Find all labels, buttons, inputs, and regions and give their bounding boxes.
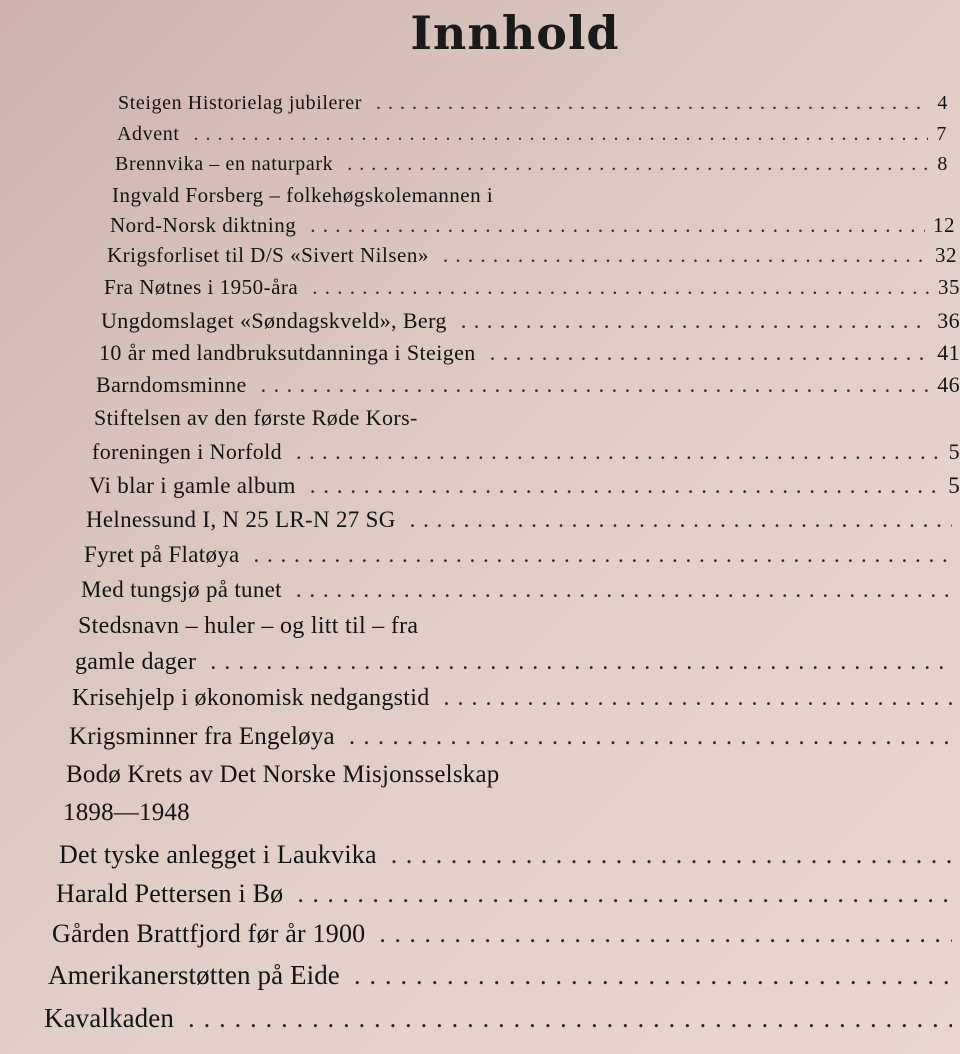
- toc-entry[interactable]: [59, 840, 960, 870]
- toc-entry-page: 7: [936, 123, 947, 145]
- toc-entry[interactable]: [81, 577, 960, 603]
- dot-leader: [410, 507, 952, 533]
- toc-entry-title: Krigsminner fra Engeløya: [69, 723, 335, 750]
- toc-entry-title: Vi blar i gamle album: [89, 473, 296, 498]
- toc-entry-title: Harald Pettersen i Bø: [56, 879, 284, 908]
- toc-entry-title: Advent: [117, 123, 180, 145]
- toc-entry-page: 5: [948, 439, 960, 464]
- toc-entry-page: 32: [935, 243, 957, 267]
- toc-entry-title: Krisehjelp i økonomisk nedgangstid: [72, 685, 430, 711]
- dot-leader: [347, 153, 929, 176]
- toc-entry[interactable]: [75, 649, 960, 676]
- dot-leader: [297, 879, 952, 909]
- toc-entry[interactable]: [86, 507, 960, 533]
- toc-entry[interactable]: [48, 960, 960, 991]
- toc-entry-title: Gården Brattfjord før år 1900: [52, 919, 366, 948]
- toc-entry[interactable]: [117, 123, 947, 146]
- dot-leader: [296, 439, 941, 465]
- dot-leader: [354, 960, 952, 991]
- toc-entry-page: 5: [948, 473, 960, 498]
- dot-leader: [193, 123, 928, 146]
- dot-leader: [444, 685, 953, 712]
- toc-entry-page: 36: [937, 308, 960, 333]
- toc-entry[interactable]: [89, 473, 960, 499]
- toc-entry-title: 1898—1948: [63, 799, 190, 826]
- toc-entry[interactable]: [44, 1003, 960, 1034]
- toc-entry-title: Ungdomslaget «Søndagskveld», Berg: [101, 308, 447, 333]
- toc-entry[interactable]: [99, 340, 960, 366]
- toc-entry[interactable]: [84, 542, 960, 568]
- toc-entry[interactable]: [72, 685, 960, 712]
- toc-entry-title: 10 år med landbruksutdanninga i Steigen: [99, 340, 476, 365]
- toc-entry[interactable]: [110, 213, 955, 238]
- toc-entry-title: Fyret på Flatøya: [84, 542, 240, 567]
- dot-leader: [349, 723, 952, 751]
- page-title: Innhold: [410, 6, 620, 60]
- toc-entry[interactable]: [107, 243, 957, 268]
- toc-entry[interactable]: [56, 879, 960, 909]
- dot-leader: [188, 1003, 952, 1034]
- toc-entry-title: Barndomsminne: [96, 372, 247, 397]
- toc-entry-page: 46: [937, 372, 960, 397]
- dot-leader: [310, 213, 925, 238]
- dot-leader: [443, 243, 927, 268]
- dot-leader: [310, 473, 940, 499]
- toc-entry[interactable]: [104, 275, 960, 300]
- toc-entry-title-line1: Bodø Krets av Det Norske Misjonsselskap: [66, 761, 500, 788]
- toc-entry-page: 8: [937, 153, 948, 175]
- dot-leader: [261, 372, 930, 398]
- toc-entry-title: Kavalkaden: [44, 1003, 174, 1033]
- toc-entry[interactable]: [69, 723, 960, 751]
- toc-entry-title: foreningen i Norfold: [92, 439, 283, 464]
- toc-entry-page: 12: [933, 213, 955, 237]
- dot-leader: [391, 840, 952, 870]
- toc-entry-title: Det tyske anlegget i Laukvika: [59, 840, 377, 869]
- dot-leader: [312, 275, 930, 300]
- dot-leader: [296, 577, 952, 603]
- toc-entry-title-line1: Ingvald Forsberg – folkehøgskolemannen i: [112, 183, 494, 207]
- toc-entry-title: Amerikanerstøtten på Eide: [48, 960, 340, 990]
- toc-entry-page: 35: [938, 275, 960, 299]
- toc-entry[interactable]: [118, 92, 948, 115]
- toc-entry-title: Helnessund I, N 25 LR-N 27 SG: [86, 507, 396, 532]
- dot-leader: [461, 308, 929, 334]
- toc-entry[interactable]: [101, 308, 960, 334]
- dot-leader: [379, 919, 952, 949]
- toc-entry-title: Krigsforliset til D/S «Sivert Nilsen»: [107, 243, 429, 267]
- dot-leader: [210, 649, 952, 676]
- toc-entry-title: gamle dager: [75, 649, 197, 675]
- dot-leader: [254, 542, 952, 568]
- toc-entry[interactable]: [63, 799, 960, 827]
- dot-leader: [490, 340, 929, 366]
- toc-entry-title: Med tungsjø på tunet: [81, 577, 282, 602]
- toc-entry[interactable]: [115, 153, 948, 176]
- toc-entry[interactable]: [92, 439, 960, 465]
- toc-entry-title: Steigen Historielag jubilerer: [118, 92, 363, 114]
- toc-entry[interactable]: [96, 372, 960, 398]
- toc-entry-title: Brennvika – en naturpark: [115, 153, 334, 175]
- toc-entry[interactable]: [52, 919, 960, 949]
- toc-entry-title-line1: Stedsnavn – huler – og litt til – fra: [78, 613, 419, 639]
- toc-entry-page: 4: [937, 92, 948, 114]
- toc-entry-title: Nord-Norsk diktning: [110, 213, 297, 237]
- toc-entry-title: Fra Nøtnes i 1950-åra: [104, 275, 299, 299]
- dot-leader: [376, 92, 929, 115]
- toc-entry-page: 41: [937, 340, 960, 365]
- toc-entry-title-line1: Stiftelsen av den første Røde Kors-: [94, 405, 418, 430]
